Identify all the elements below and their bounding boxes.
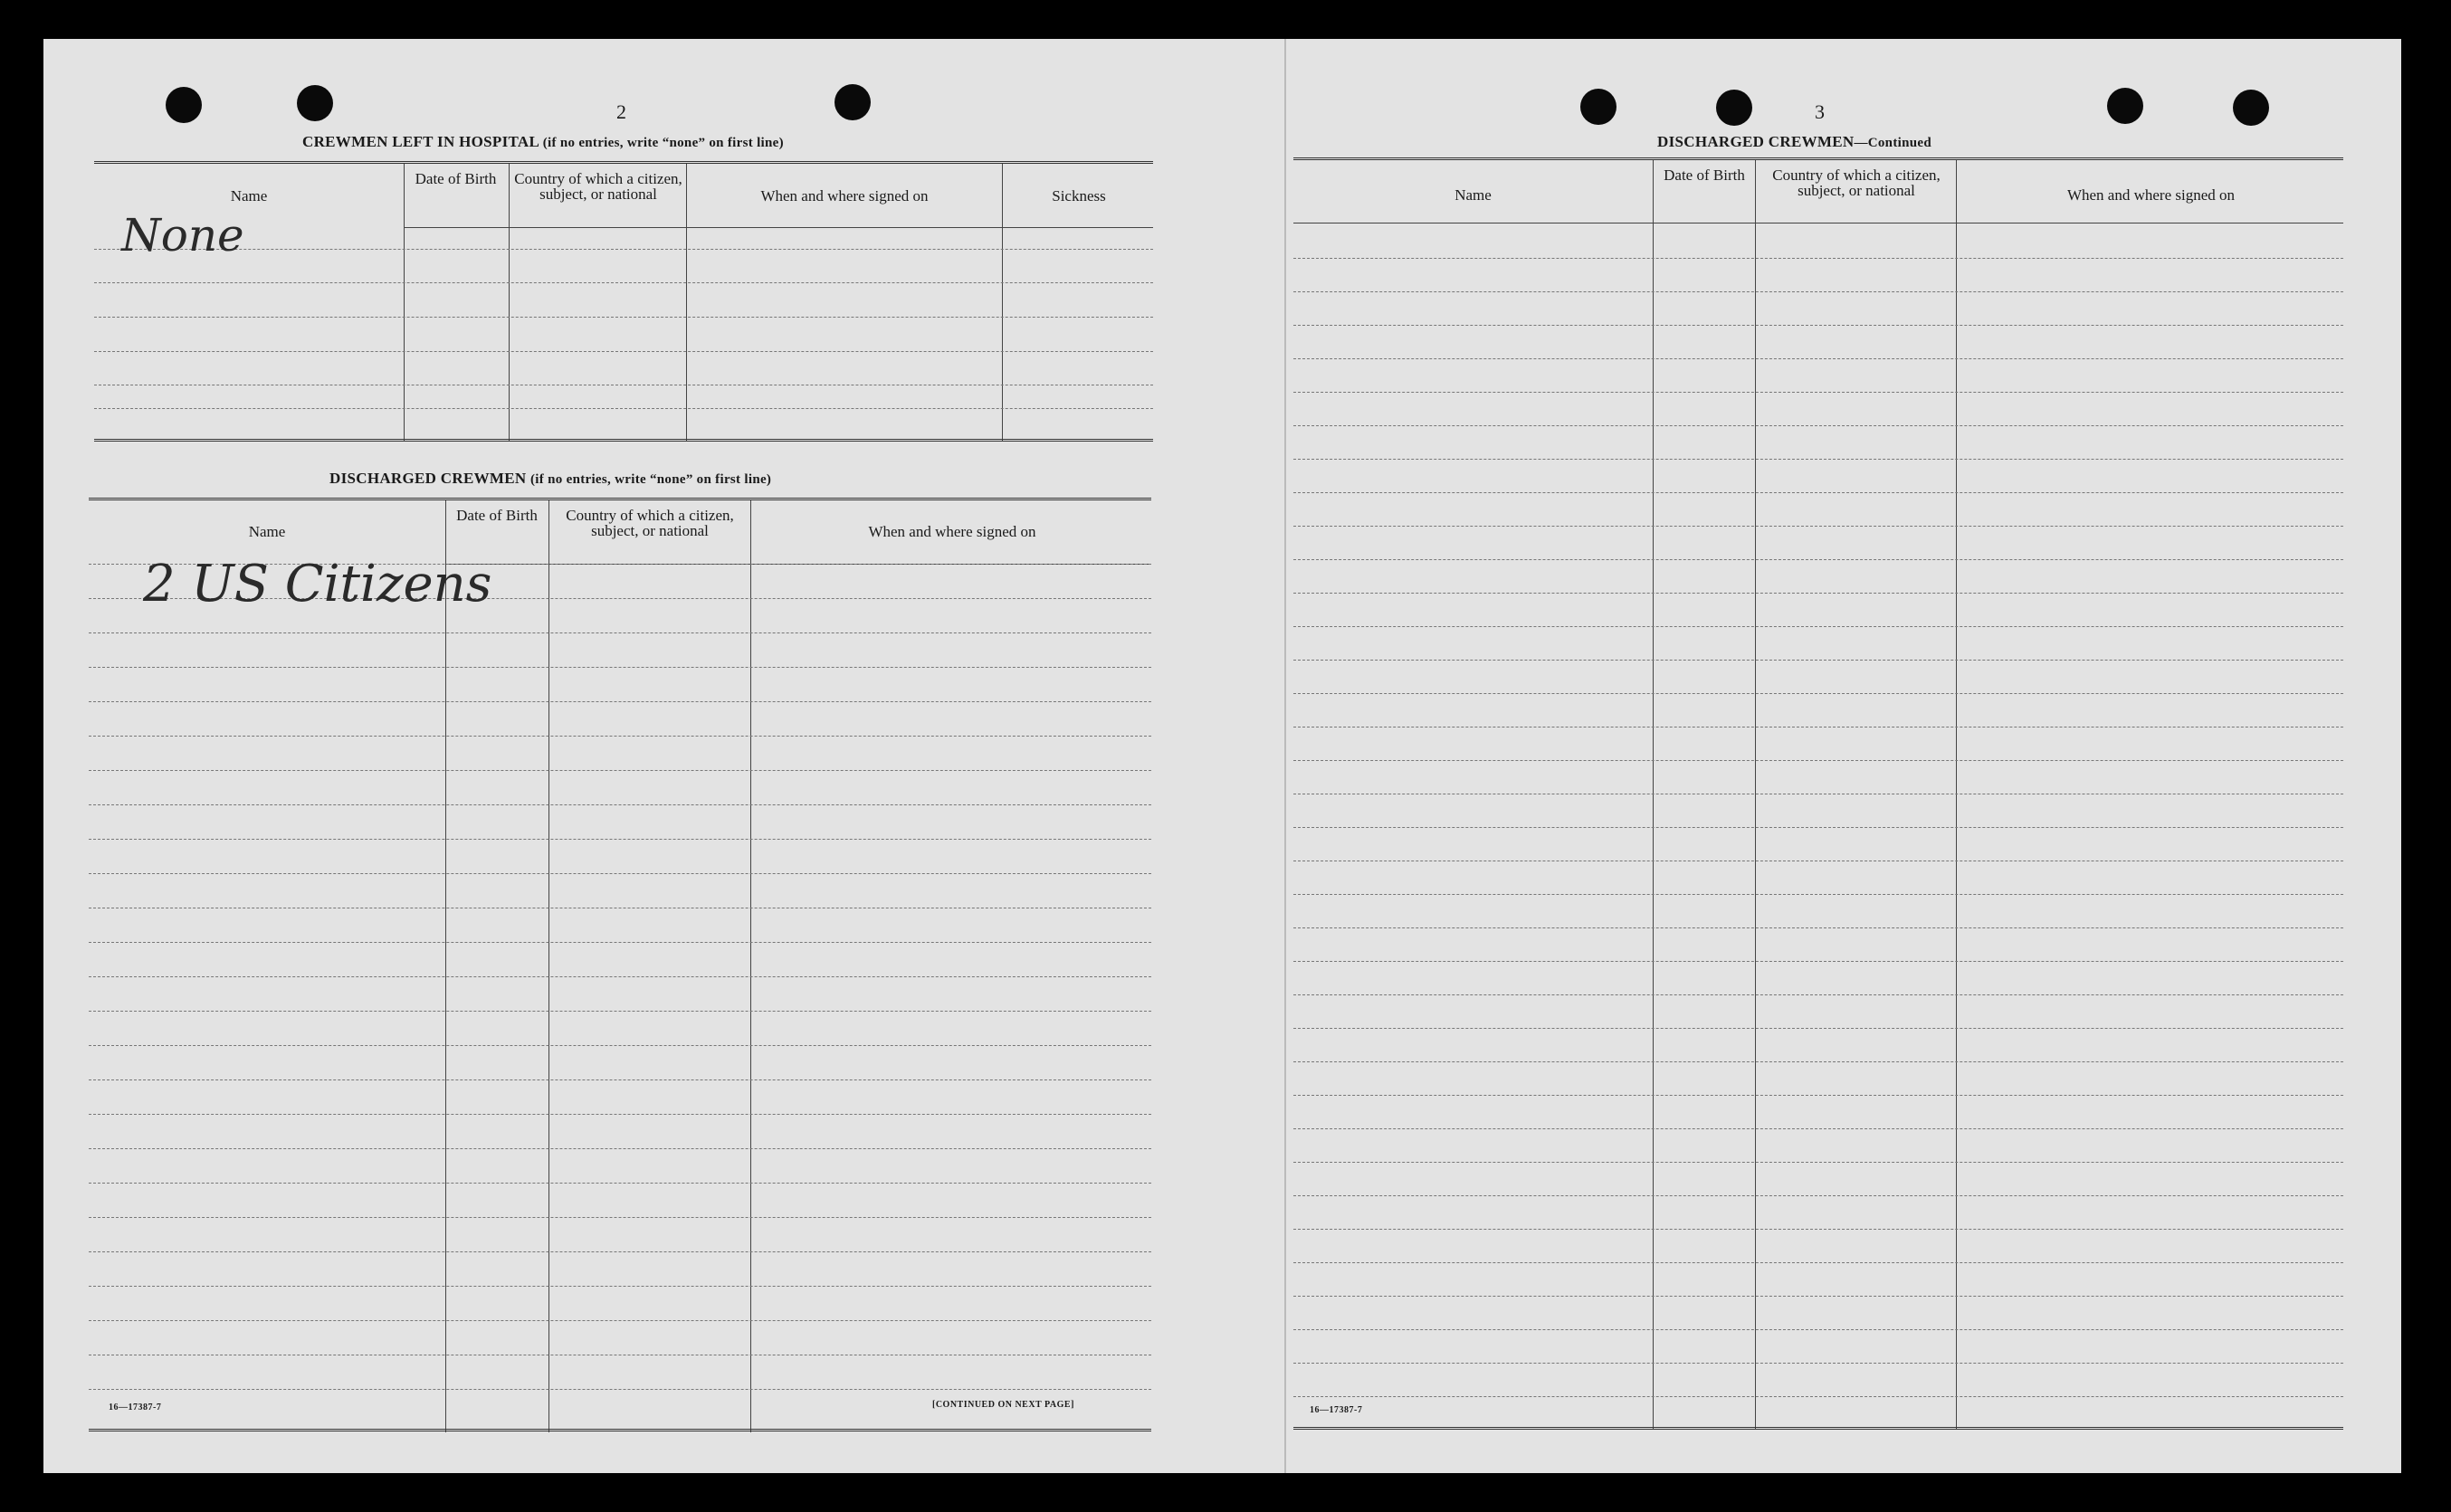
col-header-country: Country of which a citizen, subject, or national	[514, 170, 682, 203]
column-rule	[1956, 160, 1957, 1429]
table-row	[1293, 1229, 2343, 1230]
col-header-name: Name	[1454, 186, 1492, 204]
column-rule	[1002, 164, 1003, 441]
table-row	[1293, 693, 2343, 694]
col-header-dob: Date of Birth	[1664, 166, 1745, 184]
continued-suffix: —Continued	[1854, 136, 1931, 150]
page-fold	[1284, 39, 1286, 1473]
table-row	[1293, 1262, 2343, 1263]
table-row	[1293, 961, 2343, 962]
table-row	[1293, 1095, 2343, 1096]
table-row	[1293, 526, 2343, 527]
table-row	[89, 667, 1151, 668]
table-row	[1293, 258, 2343, 259]
col-header-country: Country of which a citizen, subject, or national	[566, 507, 734, 539]
table-row	[89, 804, 1151, 805]
discharged-subtitle-text: (if no entries, write “none” on first line)	[530, 472, 772, 487]
table-row	[1293, 492, 2343, 493]
table-row	[1293, 1329, 2343, 1330]
column-rule	[509, 164, 510, 441]
table-row	[1293, 358, 2343, 359]
table-row	[1293, 760, 2343, 761]
table-row	[1293, 325, 2343, 326]
table-row	[1293, 1162, 2343, 1163]
table-row	[1293, 1061, 2343, 1062]
col-header-sickness: Sickness	[1052, 187, 1106, 204]
hospital-subtitle-text: (if no entries, write “none” on first line)	[542, 136, 784, 150]
table-row	[1293, 1396, 2343, 1397]
table-row	[94, 317, 1153, 318]
header-rule	[404, 227, 1153, 228]
col-header-signed: When and where signed on	[760, 187, 929, 204]
document-sheet	[43, 39, 2401, 1473]
table-row	[89, 1217, 1151, 1218]
table-row	[89, 1079, 1151, 1080]
table-row	[1293, 291, 2343, 292]
col-header-name: Name	[248, 523, 286, 540]
col-header-dob: Date of Birth	[415, 170, 497, 187]
table-row	[94, 351, 1153, 352]
table-row	[89, 701, 1151, 702]
col-header-signed: When and where signed on	[2066, 186, 2236, 204]
table-row	[89, 770, 1151, 771]
punch-hole	[1716, 90, 1752, 126]
column-rule	[750, 500, 751, 1432]
col-header-dob: Date of Birth	[456, 507, 538, 524]
table-row	[94, 282, 1153, 283]
form-number-left: 16—17387-7	[109, 1403, 162, 1412]
discharged-continued-title	[1657, 133, 1931, 151]
discharged-table-right	[1293, 157, 2343, 1441]
hospital-table	[94, 161, 1153, 480]
punch-hole	[166, 87, 202, 123]
table-row	[89, 1045, 1151, 1046]
hospital-title-text: CREWMEN LEFT IN HOSPITAL	[302, 133, 539, 150]
table-row	[89, 976, 1151, 977]
continued-note: [CONTINUED ON NEXT PAGE]	[932, 1400, 1074, 1410]
discharged-table-left	[89, 498, 1151, 1441]
punch-hole	[2107, 88, 2143, 124]
handwritten-entry: 2 US Citizens	[143, 555, 492, 613]
hospital-section-title	[302, 133, 784, 151]
table-row	[1293, 459, 2343, 460]
table-row	[89, 1011, 1151, 1012]
table-row	[89, 1251, 1151, 1252]
column-rule	[404, 164, 405, 441]
table-row	[89, 1320, 1151, 1321]
table-row	[1293, 425, 2343, 426]
table-row	[1293, 1128, 2343, 1129]
discharged-title-text: DISCHARGED CREWMEN	[329, 470, 527, 487]
punch-hole	[834, 84, 871, 120]
table-row	[89, 942, 1151, 943]
table-bottom-rule	[1293, 1427, 2343, 1430]
table-row	[89, 1389, 1151, 1390]
table-row	[1293, 593, 2343, 594]
table-bottom-rule	[89, 1429, 1151, 1431]
column-rule	[686, 164, 687, 441]
page-number-right: 3	[1815, 100, 1825, 123]
table-row	[89, 632, 1151, 633]
table-row	[89, 1183, 1151, 1184]
table-row	[94, 249, 1153, 250]
punch-hole	[1580, 89, 1617, 125]
punch-hole	[2233, 90, 2269, 126]
table-row	[1293, 994, 2343, 995]
table-row	[1293, 559, 2343, 560]
discharged-continued-text: DISCHARGED CREWMEN	[1657, 133, 1855, 150]
table-row	[94, 408, 1153, 409]
table-row	[1293, 660, 2343, 661]
table-row	[89, 736, 1151, 737]
table-row	[1293, 1028, 2343, 1029]
discharged-section-title	[329, 470, 771, 488]
column-rule	[1755, 160, 1756, 1429]
table-row	[89, 839, 1151, 840]
table-row	[1293, 1195, 2343, 1196]
table-row	[1293, 1296, 2343, 1297]
page-number-left: 2	[616, 100, 626, 123]
form-number-right: 16—17387-7	[1310, 1405, 1363, 1415]
column-rule	[548, 500, 549, 1432]
table-row	[89, 1286, 1151, 1287]
column-rule	[445, 500, 446, 1432]
col-header-name: Name	[230, 187, 268, 204]
handwritten-none: None	[121, 209, 244, 262]
table-row	[89, 1114, 1151, 1115]
table-row	[89, 873, 1151, 874]
table-row	[1293, 927, 2343, 928]
table-row	[1293, 894, 2343, 895]
table-row	[1293, 827, 2343, 828]
table-row	[1293, 626, 2343, 627]
table-row	[89, 1148, 1151, 1149]
table-bottom-rule	[94, 439, 1153, 442]
col-header-signed: When and where signed on	[868, 523, 1036, 540]
col-header-country: Country of which a citizen, subject, or national	[1772, 166, 1941, 199]
column-rule	[1653, 160, 1654, 1429]
table-row	[1293, 1363, 2343, 1364]
table-row	[1293, 392, 2343, 393]
punch-hole	[297, 85, 333, 121]
